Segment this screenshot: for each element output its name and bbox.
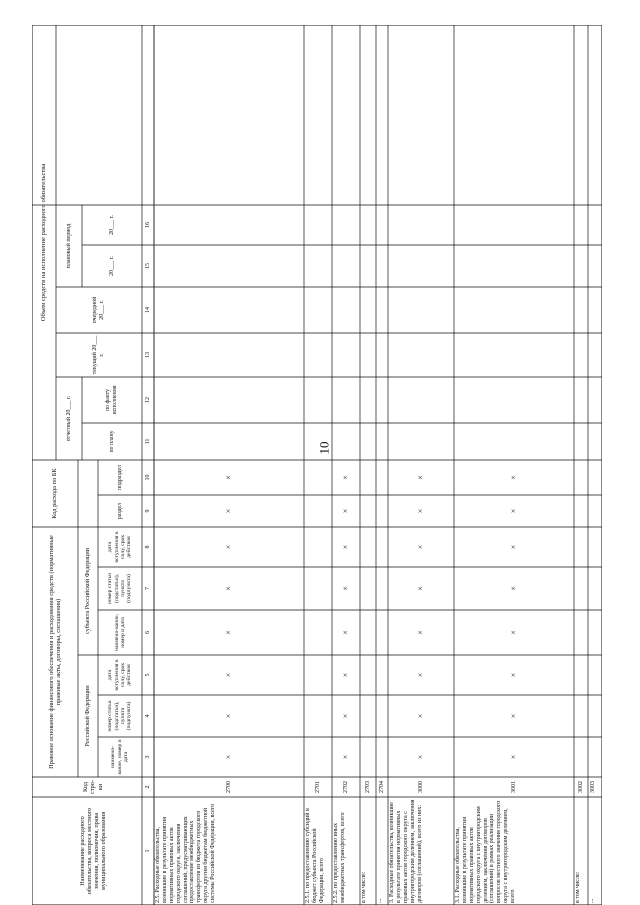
row-mark: × (416, 508, 426, 514)
row-mark: × (341, 630, 351, 635)
row-mark: × (509, 586, 519, 591)
row-mark: × (224, 586, 234, 591)
header-podrazdel: подраздел (116, 465, 123, 490)
row-mark: × (416, 713, 426, 719)
row-mark: × (224, 544, 234, 550)
header-basis: Правовое основание финансового обеспечения и расходования средств (нормативные правовые акты, договоры, соглашения) (47, 535, 62, 769)
row-mark: × (341, 754, 351, 760)
header-rf: Российской Федерации (84, 685, 92, 747)
row-mark: × (224, 713, 234, 719)
column-number-2: 2 (144, 785, 151, 789)
row-mark: × (341, 586, 351, 591)
header-subject: субъекта Российской Федерации (84, 548, 92, 634)
row-code: 3001 (510, 781, 517, 793)
column-number-9: 9 (144, 509, 151, 513)
column-number-11: 11 (144, 438, 151, 445)
header-sub-name: наимено-вание, номер и дата (113, 613, 126, 652)
row-code: 2701 (314, 781, 321, 793)
row-name: 2.5. Расходные обязательства, возникшие в результате принятия нормативных правовых актов городского округа, заключения соглашений, предусматривающих предоставление межбюджетных трансфертов из бюджета городского округа другим бюджетам бюджетной системы Российской Федерации, всего (155, 803, 217, 903)
row-mark: × (224, 630, 234, 635)
row-mark: × (416, 475, 426, 480)
column-number-13: 13 (144, 352, 151, 358)
column-number-7: 7 (144, 587, 151, 590)
header-sub-effective: дата вступления в силу, срок действия (107, 531, 133, 563)
row-code: 2700 (225, 781, 232, 793)
column-number-16: 16 (144, 222, 151, 228)
header-next-year: очередной 20___ г. (92, 296, 105, 324)
column-number-12: 12 (144, 397, 151, 403)
row-mark: × (416, 630, 426, 635)
header-rf-article: номер статьи (подстатьи), пункта (подпункта) (107, 700, 133, 732)
row-code: 2702 (342, 781, 349, 793)
column-number-4: 4 (144, 714, 151, 718)
row-name: 2.5.1. по предоставлению субсидий в бюджет субъекта Российской Федерации, всего (305, 808, 325, 903)
row-mark: × (509, 672, 519, 678)
row-name: 3.1. Расходные обязательства, возникшие в результате принятия нормативных правовых актов городского округа с внутригородским делением, заключения договоров (соглашений) в рамках реализации вопросов местного значения городского округа с внутригородским делением, всего (455, 800, 517, 903)
row-name: 3. Расходные обязательства, возникшие в результате принятия нормативных правовых актов городского округа с внутригородским делением, заключения договоров (соглашений), всего из них: (389, 799, 423, 903)
row-mark: × (224, 475, 234, 480)
page-number: 10 (316, 441, 332, 455)
row-mark: × (224, 754, 234, 760)
header-current-year: текущий 20___ г. (92, 335, 105, 375)
row-mark: × (224, 508, 234, 514)
row-code: 3003 (589, 781, 596, 793)
row-mark: × (341, 713, 351, 719)
row-mark: × (509, 630, 519, 635)
column-number-3: 3 (144, 755, 151, 759)
header-report-year: отчетный 20___ г. (65, 395, 72, 442)
column-number-14: 14 (144, 307, 151, 313)
row-code: 2704 (378, 781, 385, 793)
row-mark: × (416, 754, 426, 760)
row-mark: × (509, 713, 519, 719)
header-kbk: Код расхода по БК (51, 468, 59, 519)
column-number-5: 5 (144, 673, 151, 677)
row-mark: × (341, 475, 351, 480)
row-mark: × (509, 544, 519, 550)
row-mark: × (224, 672, 234, 678)
row-name: в том числе: (575, 871, 581, 903)
header-name: Наименование расходного обязательства, вопроса местного значения, полномочия, права муниципального образования (78, 807, 108, 895)
column-number-8: 8 (144, 545, 151, 549)
header-by-plan: по плану (108, 430, 115, 453)
header-razdel: раздел (116, 502, 123, 520)
row-mark: × (341, 672, 351, 678)
row-mark: × (416, 672, 426, 678)
form-table (32, 25, 602, 905)
row-code: 3000 (417, 781, 424, 793)
column-number-10: 10 (144, 474, 151, 481)
row-name: в том числе: (361, 871, 367, 903)
header-rf-name: наимено-вание, номер и дата (110, 739, 130, 775)
row-name: ... (589, 898, 595, 903)
row-name: ... (377, 898, 383, 903)
row-code: 3002 (577, 781, 584, 793)
row-mark: × (509, 754, 519, 760)
row-mark: × (341, 544, 351, 550)
header-plan-y2: 20___ г. (108, 215, 115, 235)
row-mark: × (341, 508, 351, 514)
header-by-fact: по факту исполнения (105, 385, 118, 415)
column-number-15: 15 (144, 263, 151, 269)
row-mark: × (509, 475, 519, 480)
row-code: 2703 (364, 781, 371, 793)
header-rf-effective: дата вступления в силу, срок действия (107, 659, 133, 691)
row-mark: × (416, 544, 426, 550)
header-sub-article: номер статьи (подстатьи), пункта (подпункта) (107, 572, 133, 605)
column-number-6: 6 (144, 631, 151, 634)
rotated-sheet (32, 25, 602, 905)
header-code: Код стро-ки (82, 780, 104, 794)
column-number-1: 1 (144, 849, 151, 853)
header-planning: плановый период (65, 223, 72, 269)
row-mark: × (416, 586, 426, 591)
header-plan-y1: 20___ г. (108, 256, 115, 276)
header-volume: Объем средств на исполнение расходного обязательства (40, 163, 48, 322)
row-name: 2.5.2. по предоставлению иных межбюджетных трансфертов, всего (333, 812, 346, 903)
row-mark: × (509, 508, 519, 514)
